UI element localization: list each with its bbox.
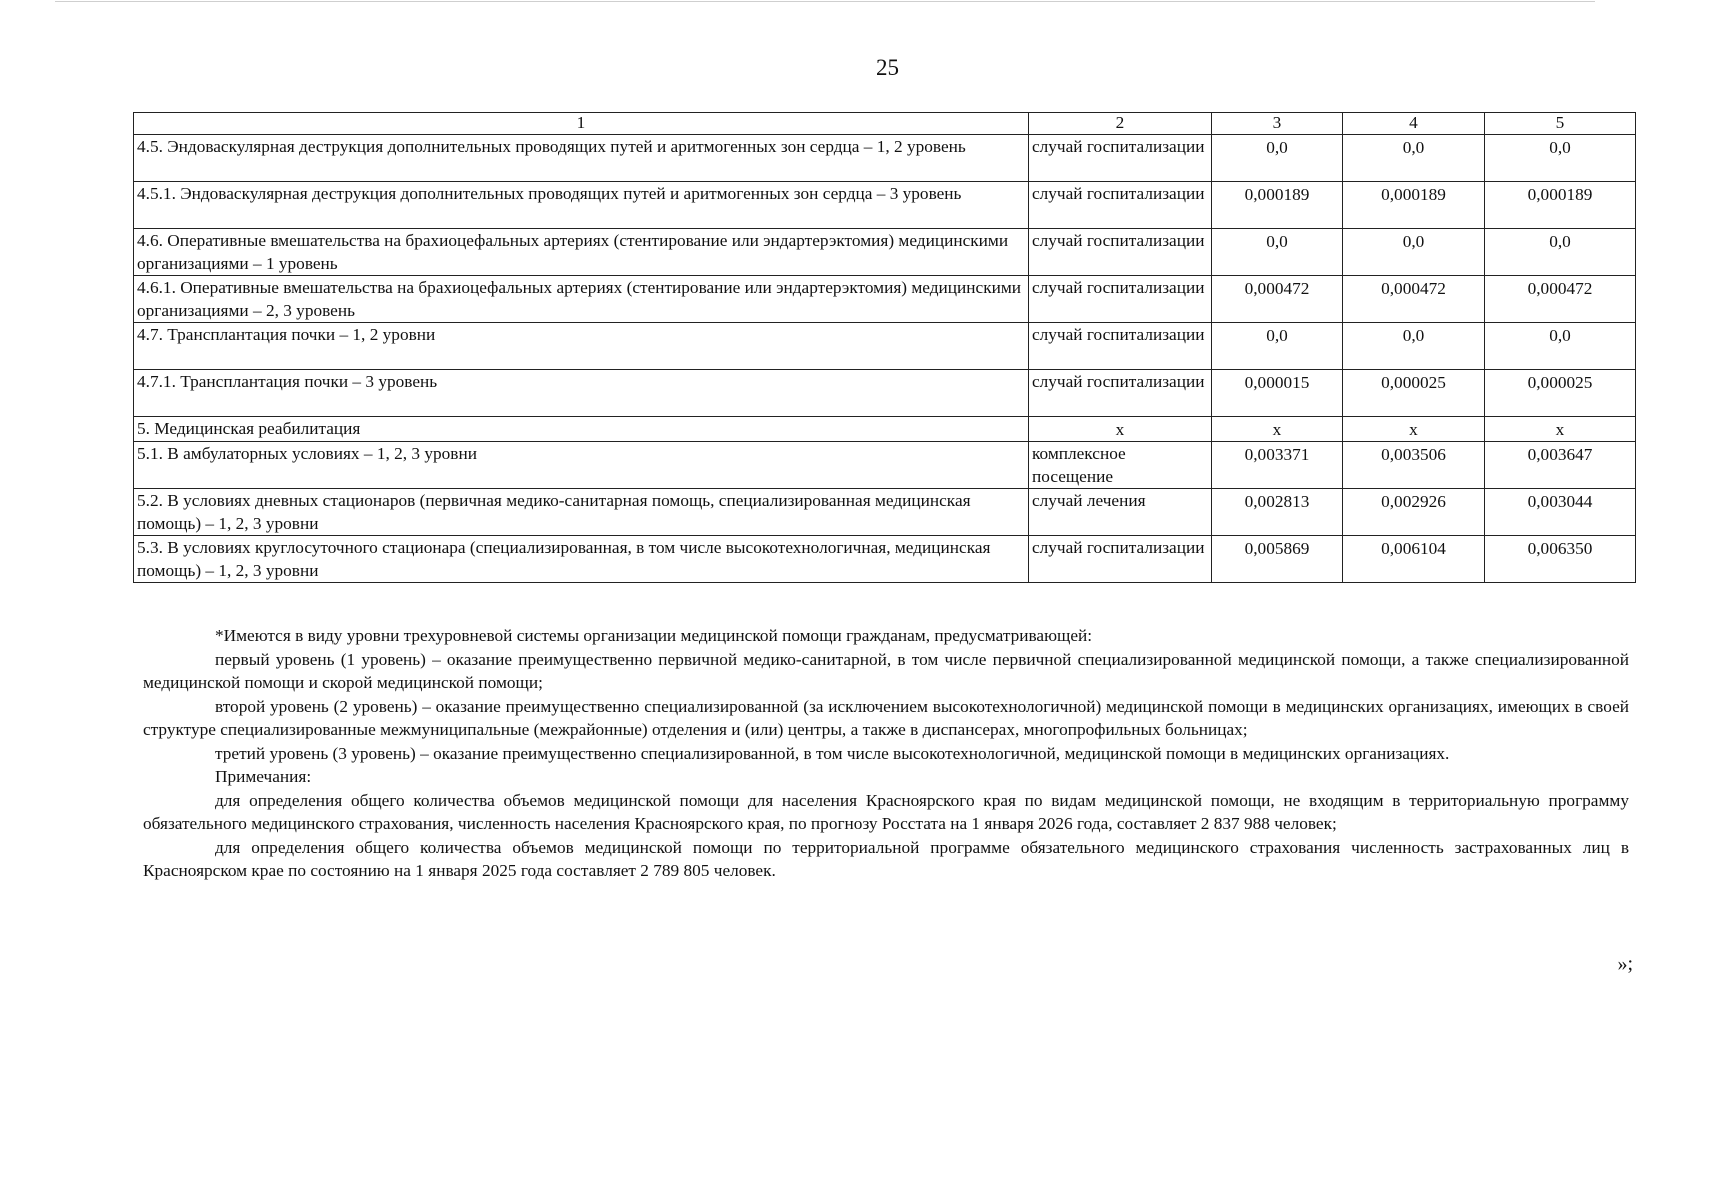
row-value-5: 0,003647 bbox=[1485, 442, 1636, 489]
row-value-5: 0,003044 bbox=[1485, 489, 1636, 536]
row-value-3: 0,0 bbox=[1212, 229, 1343, 276]
row-value-5: 0,000189 bbox=[1485, 182, 1636, 229]
row-name: 5.1. В амбулаторных условиях – 1, 2, 3 уровни bbox=[134, 442, 1029, 489]
footnote-level-2: второй уровень (2 уровень) – оказание преимущественно специализированной (за исключением высокотехнологичной) медицинской помощи в медицинских организациях, имеющих в своей структуре специализированные межмуниципальные (межрайонные) отделения и (или) центры, а также в диспансерах, многопрофильных больницах; bbox=[143, 696, 1629, 739]
row-name: 4.5.1. Эндоваскулярная деструкция дополнительных проводящих путей и аритмогенных зон сердца – 3 уровень bbox=[134, 182, 1029, 229]
row-value-3: 0,002813 bbox=[1212, 489, 1343, 536]
table-row bbox=[134, 370, 1636, 417]
row-name: 4.6. Оперативные вмешательства на брахиоцефальных артериях (стентирование или эндартерэктомия) медицинскими организациями – 1 уровень bbox=[134, 229, 1029, 276]
table-row bbox=[134, 536, 1636, 583]
table-row bbox=[134, 229, 1636, 276]
remarks-heading: Примечания: bbox=[215, 767, 312, 786]
row-value-5: 0,000472 bbox=[1485, 276, 1636, 323]
closing-quote-mark: »; bbox=[1617, 953, 1633, 975]
row-value-5: 0,0 bbox=[1485, 135, 1636, 182]
footnote-levels-intro: *Имеются в виду уровни трехуровневой системы организации медицинской помощи гражданам, предусматривающей: bbox=[215, 626, 1093, 645]
row-value-5: 0,006350 bbox=[1485, 536, 1636, 583]
header-cell-5: 5 bbox=[1485, 113, 1636, 135]
row-value-5: х bbox=[1485, 417, 1636, 442]
row-value-3: 0,0 bbox=[1212, 135, 1343, 182]
row-name: 5.2. В условиях дневных стационаров (первичная медико-санитарная помощь, специализированная медицинская помощь) – 1, 2, 3 уровни bbox=[134, 489, 1029, 536]
row-value-4: 0,006104 bbox=[1343, 536, 1485, 583]
row-value-4: 0,002926 bbox=[1343, 489, 1485, 536]
row-value-4: 0,000472 bbox=[1343, 276, 1485, 323]
table-row bbox=[134, 135, 1636, 182]
row-unit: случай госпитализации bbox=[1029, 229, 1212, 276]
data-table bbox=[133, 112, 1636, 583]
row-value-5: 0,000025 bbox=[1485, 370, 1636, 417]
table-row bbox=[134, 489, 1636, 536]
row-value-4: 0,0 bbox=[1343, 229, 1485, 276]
remark-population: для определения общего количества объемов медицинской помощи для населения Красноярского края по видам медицинской помощи, не входящим в территориальную программу обязательного медицинского страхования, численность населения Красноярского края, по прогнозу Росстата на 1 января 2026 года, составляет 2 837 988 человек; bbox=[143, 790, 1629, 833]
table-row bbox=[134, 182, 1636, 229]
header-cell-2: 2 bbox=[1029, 113, 1212, 135]
row-value-4: 0,0 bbox=[1343, 135, 1485, 182]
row-value-4: 0,0 bbox=[1343, 323, 1485, 370]
row-name: 4.5. Эндоваскулярная деструкция дополнительных проводящих путей и аритмогенных зон сердца – 1, 2 уровень bbox=[134, 135, 1029, 182]
header-cell-3: 3 bbox=[1212, 113, 1343, 135]
row-value-3: х bbox=[1212, 417, 1343, 442]
row-name: 5. Медицинская реабилитация bbox=[134, 417, 1029, 442]
row-name: 4.6.1. Оперативные вмешательства на брахиоцефальных артериях (стентирование или эндартерэктомия) медицинскими организациями – 2, 3 уровень bbox=[134, 276, 1029, 323]
row-unit: случай госпитализации bbox=[1029, 276, 1212, 323]
footnotes bbox=[143, 624, 1629, 883]
row-name: 4.7.1. Трансплантация почки – 3 уровень bbox=[134, 370, 1029, 417]
row-value-3: 0,000015 bbox=[1212, 370, 1343, 417]
page-number: 25 bbox=[876, 55, 899, 80]
table-header-row bbox=[134, 113, 1636, 135]
footnote-level-1: первый уровень (1 уровень) – оказание преимущественно первичной медико-санитарной, в том числе первичной специализированной медицинской помощи, а также специализированной медицинской помощи и скорой медицинской помощи; bbox=[143, 649, 1629, 692]
row-name: 4.7. Трансплантация почки – 1, 2 уровни bbox=[134, 323, 1029, 370]
row-unit: х bbox=[1029, 417, 1212, 442]
table-body bbox=[134, 113, 1636, 583]
row-unit: комплексное посещение bbox=[1029, 442, 1212, 489]
row-value-3: 0,005869 bbox=[1212, 536, 1343, 583]
scan-top-edge bbox=[55, 1, 1595, 2]
row-value-5: 0,0 bbox=[1485, 323, 1636, 370]
row-name: 5.3. В условиях круглосуточного стационара (специализированная, в том числе высокотехнологичная, медицинская помощь) – 1, 2, 3 уровни bbox=[134, 536, 1029, 583]
row-value-3: 0,0 bbox=[1212, 323, 1343, 370]
table-row bbox=[134, 323, 1636, 370]
table-row bbox=[134, 442, 1636, 489]
row-value-3: 0,000472 bbox=[1212, 276, 1343, 323]
row-value-4: х bbox=[1343, 417, 1485, 442]
row-value-3: 0,003371 bbox=[1212, 442, 1343, 489]
row-unit: случай госпитализации bbox=[1029, 135, 1212, 182]
row-unit: случай госпитализации bbox=[1029, 182, 1212, 229]
remark-insured: для определения общего количества объемов медицинской помощи по территориальной программе обязательного медицинского страхования численность застрахованных лиц в Красноярском крае по состоянию на 1 января 2025 года составляет 2 789 805 человек. bbox=[143, 837, 1629, 880]
row-value-3: 0,000189 bbox=[1212, 182, 1343, 229]
footnote-level-3: третий уровень (3 уровень) – оказание преимущественно специализированной, в том числе высокотехнологичной, медицинской помощи в медицинских организациях. bbox=[215, 743, 1450, 763]
header-cell-4: 4 bbox=[1343, 113, 1485, 135]
row-unit: случай лечения bbox=[1029, 489, 1212, 536]
row-value-4: 0,003506 bbox=[1343, 442, 1485, 489]
row-unit: случай госпитализации bbox=[1029, 536, 1212, 583]
header-cell-1: 1 bbox=[134, 113, 1029, 135]
row-value-4: 0,000025 bbox=[1343, 370, 1485, 417]
table-row bbox=[134, 276, 1636, 323]
row-value-5: 0,0 bbox=[1485, 229, 1636, 276]
row-unit: случай госпитализации bbox=[1029, 323, 1212, 370]
table-row bbox=[134, 417, 1636, 442]
row-value-4: 0,000189 bbox=[1343, 182, 1485, 229]
row-unit: случай госпитализации bbox=[1029, 370, 1212, 417]
